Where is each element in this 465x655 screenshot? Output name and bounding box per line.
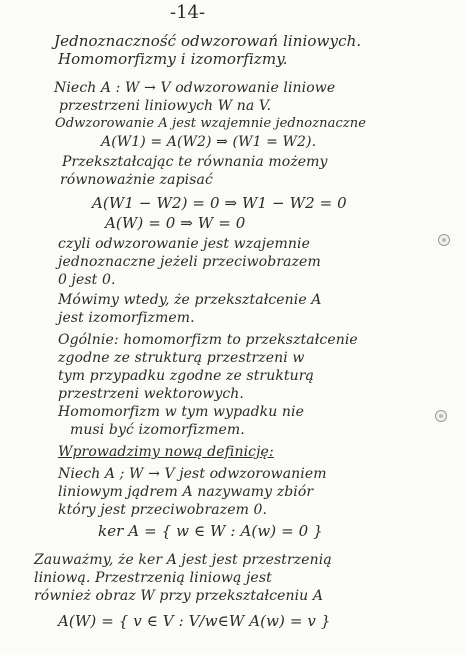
text-line: Przekształcając te równania możemy [62, 154, 328, 170]
text-line: Niech A : W → V odwzorowanie liniowe [54, 80, 336, 96]
punch-hole-icon [438, 234, 450, 246]
text-line: również obraz W przy przekształceniu A [34, 588, 324, 604]
heading-line-1: Jednoznaczność odwzorowań liniowych. [54, 32, 362, 50]
text-line: jest izomorfizmem. [58, 310, 195, 326]
text-line: Odwzorowanie A jest wzajemnie jednoznaczne [55, 116, 367, 131]
text-line: 0 jest 0. [58, 272, 116, 288]
text-line: przestrzeni liniowych W na V. [59, 98, 272, 114]
formula-line: A(W) = { v ∈ V : V/w∈W A(w) = v } [58, 612, 331, 630]
text-line: Niech A ; W → V jest odwzorowaniem [58, 466, 327, 482]
definition-heading: Wprowadzimy nową definicję: [58, 444, 274, 460]
text-line: równoważnie zapisać [60, 172, 213, 188]
text-line: Homomorfizm w tym wypadku nie [58, 404, 304, 420]
page-number: -14- [170, 2, 206, 23]
text-line: który jest przeciwobrazem 0. [58, 502, 268, 518]
text-line: przestrzeni wektorowych. [58, 386, 244, 402]
text-line: czyli odwzorowanie jest wzajemnie [58, 236, 310, 252]
text-line: jednoznaczne jeżeli przeciwobrazem [58, 254, 321, 270]
formula-line: A(W1 − W2) = 0 ⇒ W1 − W2 = 0 [92, 194, 347, 212]
formula-line: A(W) = 0 ⇒ W = 0 [105, 214, 246, 232]
formula-line: A(W1) = A(W2) ⇒ (W1 = W2). [101, 134, 317, 150]
punch-hole-icon [435, 410, 447, 422]
formula-line: ker A = { w ∈ W : A(w) = 0 } [98, 522, 323, 540]
text-line: musi być izomorfizmem. [70, 422, 245, 438]
text-line: liniową. Przestrzenią liniową jest [34, 570, 272, 586]
text-line: Mówimy wtedy, że przekształcenie A [58, 292, 322, 308]
heading-line-2: Homomorfizmy i izomorfizmy. [58, 50, 288, 68]
text-line: liniowym jądrem A nazywamy zbiór [58, 484, 314, 500]
text-line: Zauważmy, że ker A jest jest przestrzenią [34, 552, 332, 568]
text-line: tym przypadku zgodne ze strukturą [58, 368, 314, 384]
text-line: zgodne ze strukturą przestrzeni w [58, 350, 305, 366]
text-line: Ogólnie: homomorfizm to przekształcenie [58, 332, 358, 348]
